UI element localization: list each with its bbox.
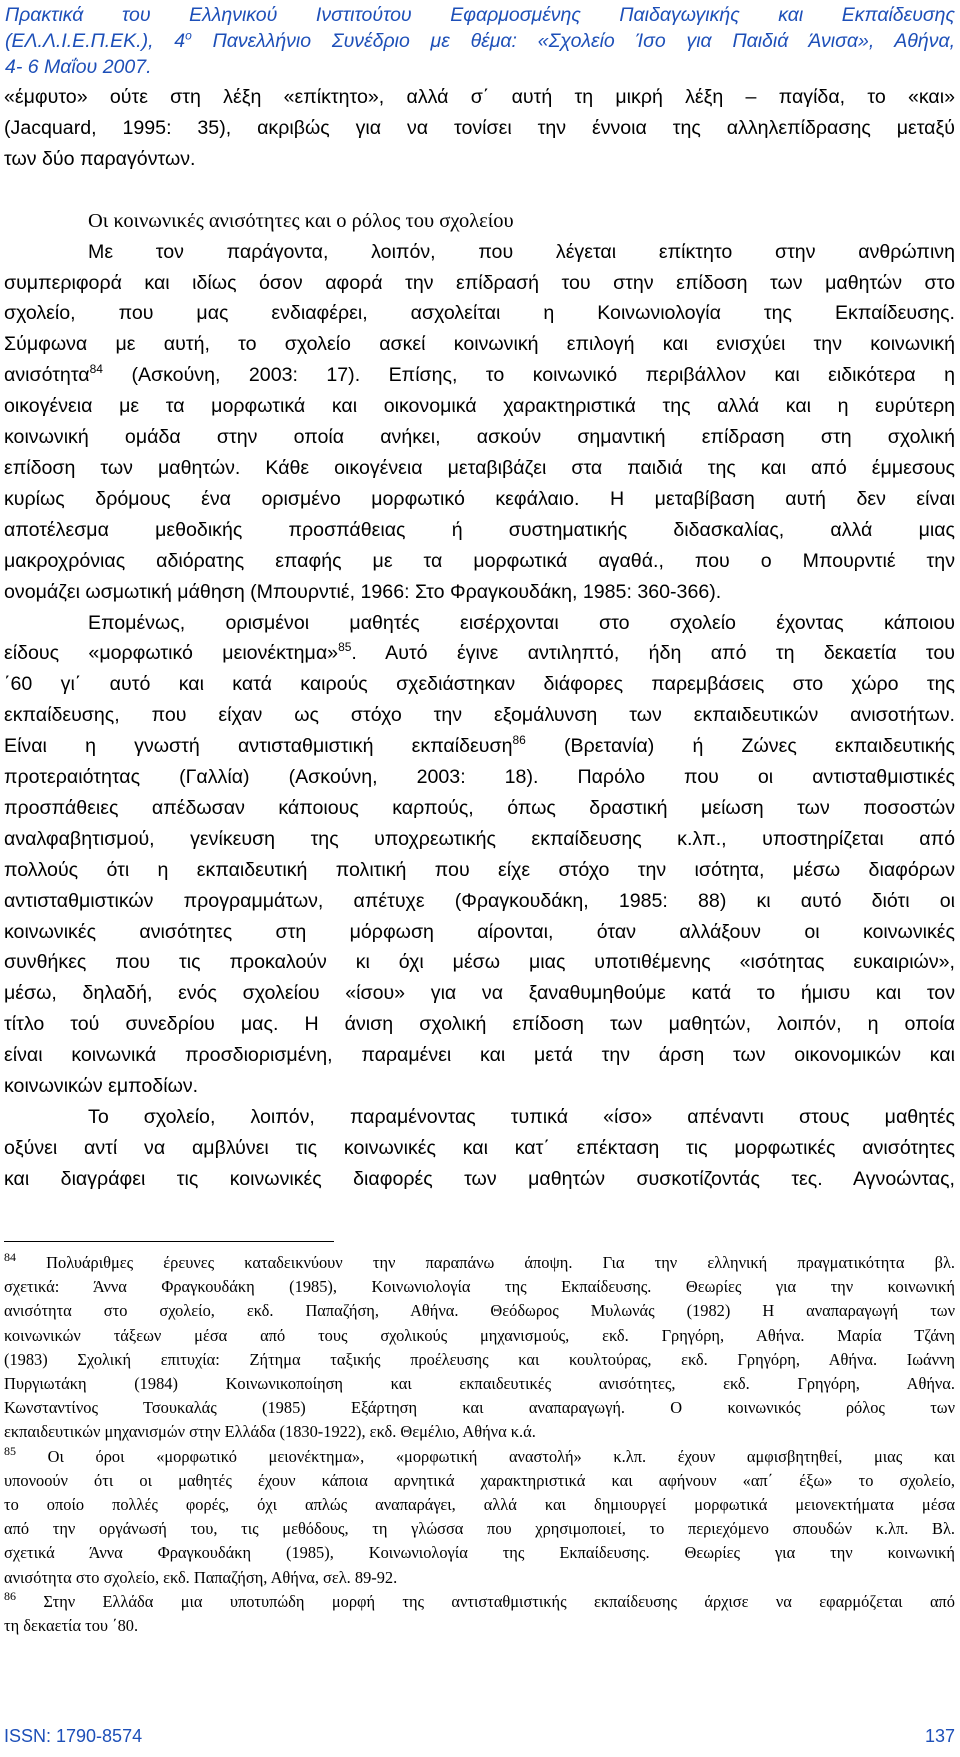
text-line: προτεραιότητας (Γαλλία) (Ασκούνη, 2003: 18). Παρόλο που οι αντισταθμιστικές — [4, 766, 955, 789]
footnote-84 — [4, 1251, 955, 1275]
header-line-2-end: Πανελλήνιο Συνέδριο με θέμα: «Σχολείο Ίσο για Παιδιά Άνισα», Αθήνα, — [191, 30, 955, 52]
text-line: αντισταθμιστικών προγραμμάτων, απέτυχε (Φραγκουδάκη, 1985: 88) κι αυτό διότι οι — [4, 889, 955, 912]
footnote-line: (1983) Σχολική επιτυχία: Ζήτημα ταξικής προέλευσης και κουλτούρας, εκδ. Γρηγόρη, Αθήνα. Ιωάννη — [4, 1349, 955, 1369]
text-line: ονομάζει ωσμωτική μάθηση (Μπουρντιέ, 1966: Στο Φραγκουδάκη, 1985: 360-366). — [4, 580, 722, 603]
text-line: οξύνει αντί να αμβλύνει τις κοινωνικές και κατ΄ επέκταση τις μορφωτικές ανισότητες — [4, 1136, 955, 1159]
header-ordinal: ο — [185, 28, 192, 43]
footnote-line: τη δεκαετία του ΄80. — [4, 1616, 139, 1636]
text-line: συμπεριφορά και ιδίως όσον αφορά την επίδρασή του στην επίδοση των μαθητών στο — [4, 271, 955, 294]
text-line: οικογένεια με τα μορφωτικά και οικονομικά χαρακτηριστικά της αλλά και η ευρύτερη — [4, 395, 955, 418]
footnote-mark: 85 — [4, 1443, 16, 1458]
text-span: . Αυτό έγινε αντιληπτό, ήδη από τη δεκαετία του — [351, 642, 955, 665]
text-line: είναι κοινωνικά προσδιορισμένη, παραμένει και μετά την άρση των οικονομικών και — [4, 1044, 955, 1067]
text-line: σχολείο, που μας ενδιαφέρει, ασχολείται η Κοινωνιολογία της Εκπαίδευσης. — [4, 302, 955, 325]
footnote-line: ανισότητα στο σχολείο, εκδ. Παπαζήση, Αθήνα, σελ. 89-92. — [4, 1567, 398, 1587]
body-text — [4, 82, 955, 1195]
text-line: κοινωνική ομάδα στην οποία ανήκει, ασκούν σημαντική επίδραση στη σχολική — [4, 426, 955, 449]
text-line: συνθήκες που τις προκαλούν κι όχι μέσω μιας υποτιθέμενης «ισότητας ευκαιριών», — [4, 951, 955, 974]
footnote-text: Οι όροι «μορφωτικό μειονέκτημα», «μορφωτική αναστολή» κ.λπ. έχουν αμφισβητηθεί, μιας και — [16, 1446, 955, 1466]
text-line: μακροχρόνιας αδιόρατης επαφής με τα μορφωτικά αγαθά., που ο Μπουρντιέ την — [4, 549, 955, 572]
header-line-1: Πρακτικά του Ελληνικού Ινστιτούτου Εφαρμοσμένης Παιδαγωγικής και Εκπαίδευσης — [5, 4, 955, 26]
text-line: εκπαίδευσης, που είχαν ως στόχο την εξομάλυνση των εκπαιδευτικών ανισοτήτων. — [4, 704, 955, 727]
footnote-ref-85[interactable]: 85 — [338, 640, 352, 655]
text-line: Το σχολείο, λοιπόν, παραμένοντας τυπικά «ίσο» απέναντι στους μαθητές — [88, 1106, 955, 1128]
text-span: είδους «μορφωτικό μειονέκτημα» — [4, 642, 339, 665]
text-span: (Βρετανία) ή Ζώνες εκπαιδευτικής — [525, 735, 955, 758]
footnote-line: κοινωνικών τάξεων μέσα από τους σχολικούς μηχανισμούς, εκδ. Γρηγόρη, Αθήνα. Μαρία Τζάνη — [4, 1325, 955, 1345]
footnote-line: σχετικά Άννα Φραγκουδάκη (1985), Κοινωνιολογία της Εκπαίδευσης. Θεωρίες για την κοινωνική — [4, 1543, 955, 1563]
footnote-line: σχετικά: Άννα Φραγκουδάκη (1985), Κοινωνιολογία της Εκπαίδευσης. Θεωρίες για την κοινωνική — [4, 1277, 955, 1297]
text-line: μέσω, δηλαδή, ενός σχολείου «ίσου» για να ξαναθυμηθούμε κατά το ήμισυ και τον — [4, 982, 955, 1005]
text-line: κοινωνικές ανισότητες στη μόρφωση αίρονται, όταν αλλάξουν οι κοινωνικές — [4, 920, 955, 943]
text-span: (Ασκούνη, 2003: 17). Επίσης, το κοινωνικό περιβάλλον και ειδικότερα η — [102, 364, 955, 387]
footnote-text: Στην Ελλάδα μια υποτυπώδη μορφή της αντισταθμιστικής εκπαίδευσης άρχισε να εφαρμόζεται από — [16, 1591, 955, 1611]
footnote-85 — [4, 1445, 955, 1469]
text-span: ανισότητα — [4, 364, 90, 387]
text-line: προσπάθειες απέδωσαν κάποιους καρπούς, όπως δραστική μείωση των ποσοστών — [4, 796, 955, 819]
footnote-line: από την οργάνωσή του, τις μεθόδους, τη γλώσσα που χρησιμοποιεί, το περιεχόμενο σπουδών κ.λπ. Βλ. — [4, 1519, 955, 1539]
footnote-ref-84[interactable]: 84 — [89, 362, 103, 377]
text-line — [4, 638, 955, 669]
footnote-line: Πυργιωτάκη (1984) Κοινωνικοποίηση και εκπαιδευτικές ανισότητες, εκδ. Γρηγόρη, Αθήνα. — [4, 1374, 955, 1394]
running-header — [5, 2, 955, 80]
footnote-text: Πολυάριθμες έρευνες καταδεικνύουν την παραπάνω άποψη. Για την ελληνική πραγματικότητα βλ. — [16, 1253, 955, 1272]
issn-label: ISSN: 1790-8574 — [4, 1726, 143, 1746]
header-line-2 — [5, 28, 955, 54]
footnote-ref-86[interactable]: 86 — [512, 733, 526, 748]
section-heading: Οι κοινωνικές ανισότητες και ο ρόλος του σχολείου — [88, 209, 514, 232]
footnote-mark: 86 — [4, 1588, 16, 1603]
text-line — [4, 360, 955, 391]
page-number: 137 — [924, 1726, 955, 1746]
text-line: Σύμφωνα με αυτή, το σχολείο ασκεί κοινωνική επιλογή και ενισχύει την κοινωνική — [4, 333, 955, 356]
footnote-separator — [4, 1241, 334, 1242]
footnote-86 — [4, 1590, 955, 1614]
footnotes — [4, 1251, 955, 1638]
text-line: και διαγράφει τις κοινωνικές διαφορές των μαθητών συσκοτίζοντάς τες. Αγνοώντας, — [4, 1167, 955, 1190]
text-line: κυρίως δρόμους ένα ορισμένο μορφωτικό κεφάλαιο. Η μεταβίβαση αυτή δεν είναι — [4, 487, 955, 510]
text-line: (Jacquard, 1995: 35), ακριβώς για να τονίσει την έννοια της αλληλεπίδρασης μεταξύ — [4, 116, 955, 139]
text-line: αναλφαβητισμού, γενίκευση της υποχρεωτικής εκπαίδευσης κ.λπ., υποστηρίζεται από — [4, 827, 955, 850]
footnote-line: υπονοούν ότι οι μαθητές έχουν κάποια αρνητικά χαρακτηριστικά και αφήνουν «απ΄ έξω» το σχολείο, — [4, 1470, 955, 1490]
footnote-line: το οποίο πολλές φορές, όχι απλώς αναπαράγει, αλλά και δημιουργεί μορφωτικά μειονεκτήματα μέσα — [4, 1495, 955, 1515]
text-line — [4, 731, 955, 762]
text-line: επίδοση των μαθητών. Κάθε οικογένεια μεταβιβάζει στα παιδιά της και από έμμεσους — [4, 456, 955, 479]
page-footer — [4, 1726, 955, 1747]
footnote-line: Κωνσταντίνος Τσουκαλάς (1985) Εξάρτηση και αναπαραγωγή. Ο κοινωνικός ρόλος των — [4, 1398, 955, 1418]
text-line: πολλούς ότι η εκπαιδευτική πολιτική που είχε στόχο την ισότητα, μέσω διαφόρων — [4, 858, 955, 881]
text-line: ΄60 γι΄ αυτό και κατά καιρούς σχεδιάστηκαν διάφορες παρεμβάσεις στο χώρο της — [4, 673, 955, 696]
header-line-3: 4- 6 Μαΐου 2007. — [5, 56, 152, 78]
text-line: «έμφυτο» ούτε στη λέξη «επίκτητο», αλλά σ΄ αυτή τη μικρή λέξη – παγίδα, το «και» — [4, 86, 955, 108]
footnote-line: εκπαιδευτικών μηχανισμών στην Ελλάδα (1830-1922), εκδ. Θεμέλιο, Αθήνα κ.ά. — [4, 1422, 536, 1442]
text-line: τίτλο τού συνεδρίου μας. Η άνιση σχολική επίδοση των μαθητών, λοιπόν, η οποία — [4, 1013, 955, 1036]
text-line: των δύο παραγόντων. — [4, 147, 196, 170]
text-span: Είναι η γνωστή αντισταθμιστική εκπαίδευση — [4, 735, 513, 758]
text-line: Με τον παράγοντα, λοιπόν, που λέγεται επίκτητο στην ανθρώπινη — [88, 240, 955, 263]
text-line: αποτέλεσμα μεθοδικής προσπάθειας ή συστηματικής διδασκαλίας, αλλά μιας — [4, 518, 955, 541]
footnote-mark: 84 — [4, 1250, 16, 1264]
text-line: κοινωνικών εμποδίων. — [4, 1075, 199, 1098]
text-line: Επομένως, ορισμένοι μαθητές εισέρχονται στο σχολείο έχοντας κάποιου — [88, 611, 955, 634]
footnote-line: ανισότητα στο σχολείο, εκδ. Παπαζήση, Αθήνα. Θεόδωρος Μυλωνάς (1982) Η αναπαραγωγή των — [4, 1301, 955, 1321]
header-line-2-start: (ΕΛ.Λ.Ι.Ε.Π.ΕΚ.), 4 — [5, 30, 186, 52]
